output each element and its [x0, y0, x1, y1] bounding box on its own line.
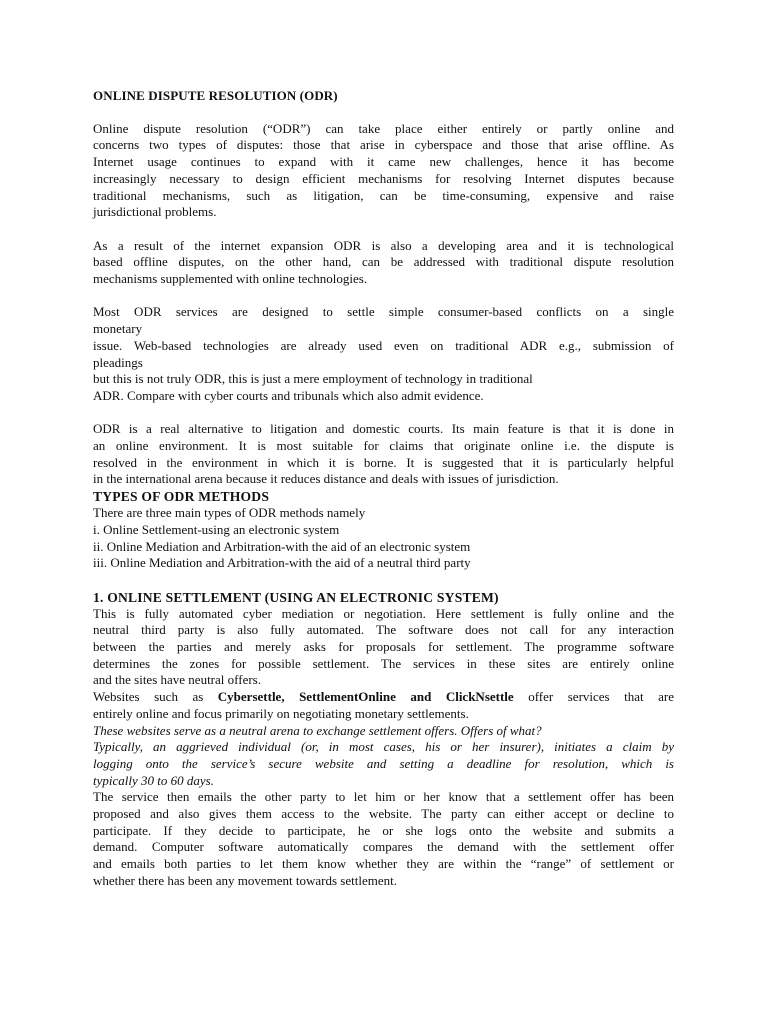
- text-line: and emails both parties to let them know whether they are within the “range” of settlement or: [93, 856, 674, 872]
- text-line: pleadings: [93, 354, 143, 370]
- text-line: ODR is a real alternative to litigation and domestic courts. Its main feature is that it is done in: [93, 421, 674, 437]
- types-heading: TYPES OF ODR METHODS: [93, 489, 270, 505]
- text-line: whether there has been any movement towards settlement.: [93, 872, 397, 888]
- websites-suffix: offer services that are: [513, 689, 674, 705]
- services-paragraph: [93, 304, 674, 404]
- text-line: increasingly necessary to design efficient mechanisms for resolving Internet disputes because: [93, 170, 674, 186]
- document-body: [93, 88, 674, 890]
- text-line: proposed and also gives them access to the website. The party can either accept or decline to: [93, 806, 674, 822]
- alternative-paragraph: [93, 421, 674, 488]
- text-line: monetary: [93, 321, 143, 337]
- text-line: neutral third party is also fully automated. The software does not call for any interaction: [93, 622, 674, 638]
- websites-paragraph: [93, 689, 674, 722]
- text-line: This is fully automated cyber mediation or negotiation. Here settlement is fully online and the: [93, 605, 674, 621]
- text-line: participate. If they decide to participate, he or she logs onto the website and submits a: [93, 822, 674, 838]
- intro-paragraph: [93, 121, 674, 221]
- text-line: Typically, an aggrieved individual (or, in most cases, his or her insurer), initiates a claim by: [93, 739, 674, 755]
- text-line: issue. Web-based technologies are already used even on traditional ADR e.g., submission of: [93, 337, 674, 353]
- list-item: i. Online Settlement-using an electronic system: [93, 521, 340, 537]
- document-title: ONLINE DISPUTE RESOLUTION (ODR): [93, 88, 338, 103]
- text-line: traditional mechanisms, such as litigation, can be time-consuming, expensive and raise: [93, 187, 674, 203]
- list-item: ii. Online Mediation and Arbitration-with the aid of an electronic system: [93, 538, 471, 554]
- list-item: iii. Online Mediation and Arbitration-with the aid of a neutral third party: [93, 555, 471, 571]
- text-line: and the sites have neutral offers.: [93, 672, 261, 688]
- text-line: logging onto the service’s secure website and setting a deadline for resolution, which is: [93, 755, 674, 771]
- expansion-paragraph: [93, 238, 674, 288]
- text-line: ADR. Compare with cyber courts and tribunals which also admit evidence.: [93, 387, 484, 403]
- text-line: Internet usage continues to expand with it came new challenges, hence it has become: [93, 154, 674, 170]
- text-line: concerns two types of disputes: those that arise in cyberspace and those that arise offline. As: [93, 137, 674, 153]
- websites-names: Cybersettle, SettlementOnline and ClickNsettle: [217, 689, 514, 705]
- text-line: determines the zones for possible settlement. The services in these sites are entirely online: [93, 655, 674, 671]
- text-line: in the international arena because it reduces distance and deals with issues of jurisdiction.: [93, 471, 559, 487]
- types-intro: There are three main types of ODR methods namely: [93, 505, 366, 521]
- text-line: entirely online and focus primarily on negotiating monetary settlements.: [93, 705, 469, 721]
- settlement-heading: 1. ONLINE SETTLEMENT (USING AN ELECTRONIC SYSTEM): [93, 589, 499, 605]
- types-list: [93, 505, 674, 572]
- settlement-paragraph-1: [93, 606, 674, 690]
- text-line: jurisdictional problems.: [93, 204, 217, 220]
- text-line: mechanisms supplemented with online technologies.: [93, 271, 368, 287]
- text-line: between the parties and merely asks for proposals for settlement. The programme software: [93, 639, 674, 655]
- text-line: based offline disputes, on the other hand, can be addressed with traditional dispute resolution: [93, 254, 674, 270]
- text-line: resolved in the environment in which it is borne. It is suggested that it is particularly helpful: [93, 454, 674, 470]
- text-line: [93, 689, 674, 706]
- text-line: As a result of the internet expansion ODR is also a developing area and it is technological: [93, 237, 674, 253]
- settlement-paragraph-3: [93, 789, 674, 889]
- websites-prefix: Websites such as: [93, 689, 218, 705]
- text-line: Online dispute resolution (“ODR”) can take place either entirely or partly online and: [93, 120, 674, 136]
- italic-passage: [93, 723, 674, 790]
- text-line: an online environment. It is most suitable for claims that originate online i.e. the dispute is: [93, 438, 674, 454]
- text-line: typically 30 to 60 days.: [93, 772, 214, 788]
- text-line: but this is not truly ODR, this is just a mere employment of technology in traditional: [93, 371, 533, 387]
- text-line: demand. Computer software automatically compares the demand with the settlement offer: [93, 839, 674, 855]
- text-line: These websites serve as a neutral arena to exchange settlement offers. Offers of what?: [93, 722, 542, 738]
- text-line: The service then emails the other party to let him or her know that a settlement offer has been: [93, 789, 674, 805]
- text-line: Most ODR services are designed to settle simple consumer-based conflicts on a single: [93, 304, 674, 320]
